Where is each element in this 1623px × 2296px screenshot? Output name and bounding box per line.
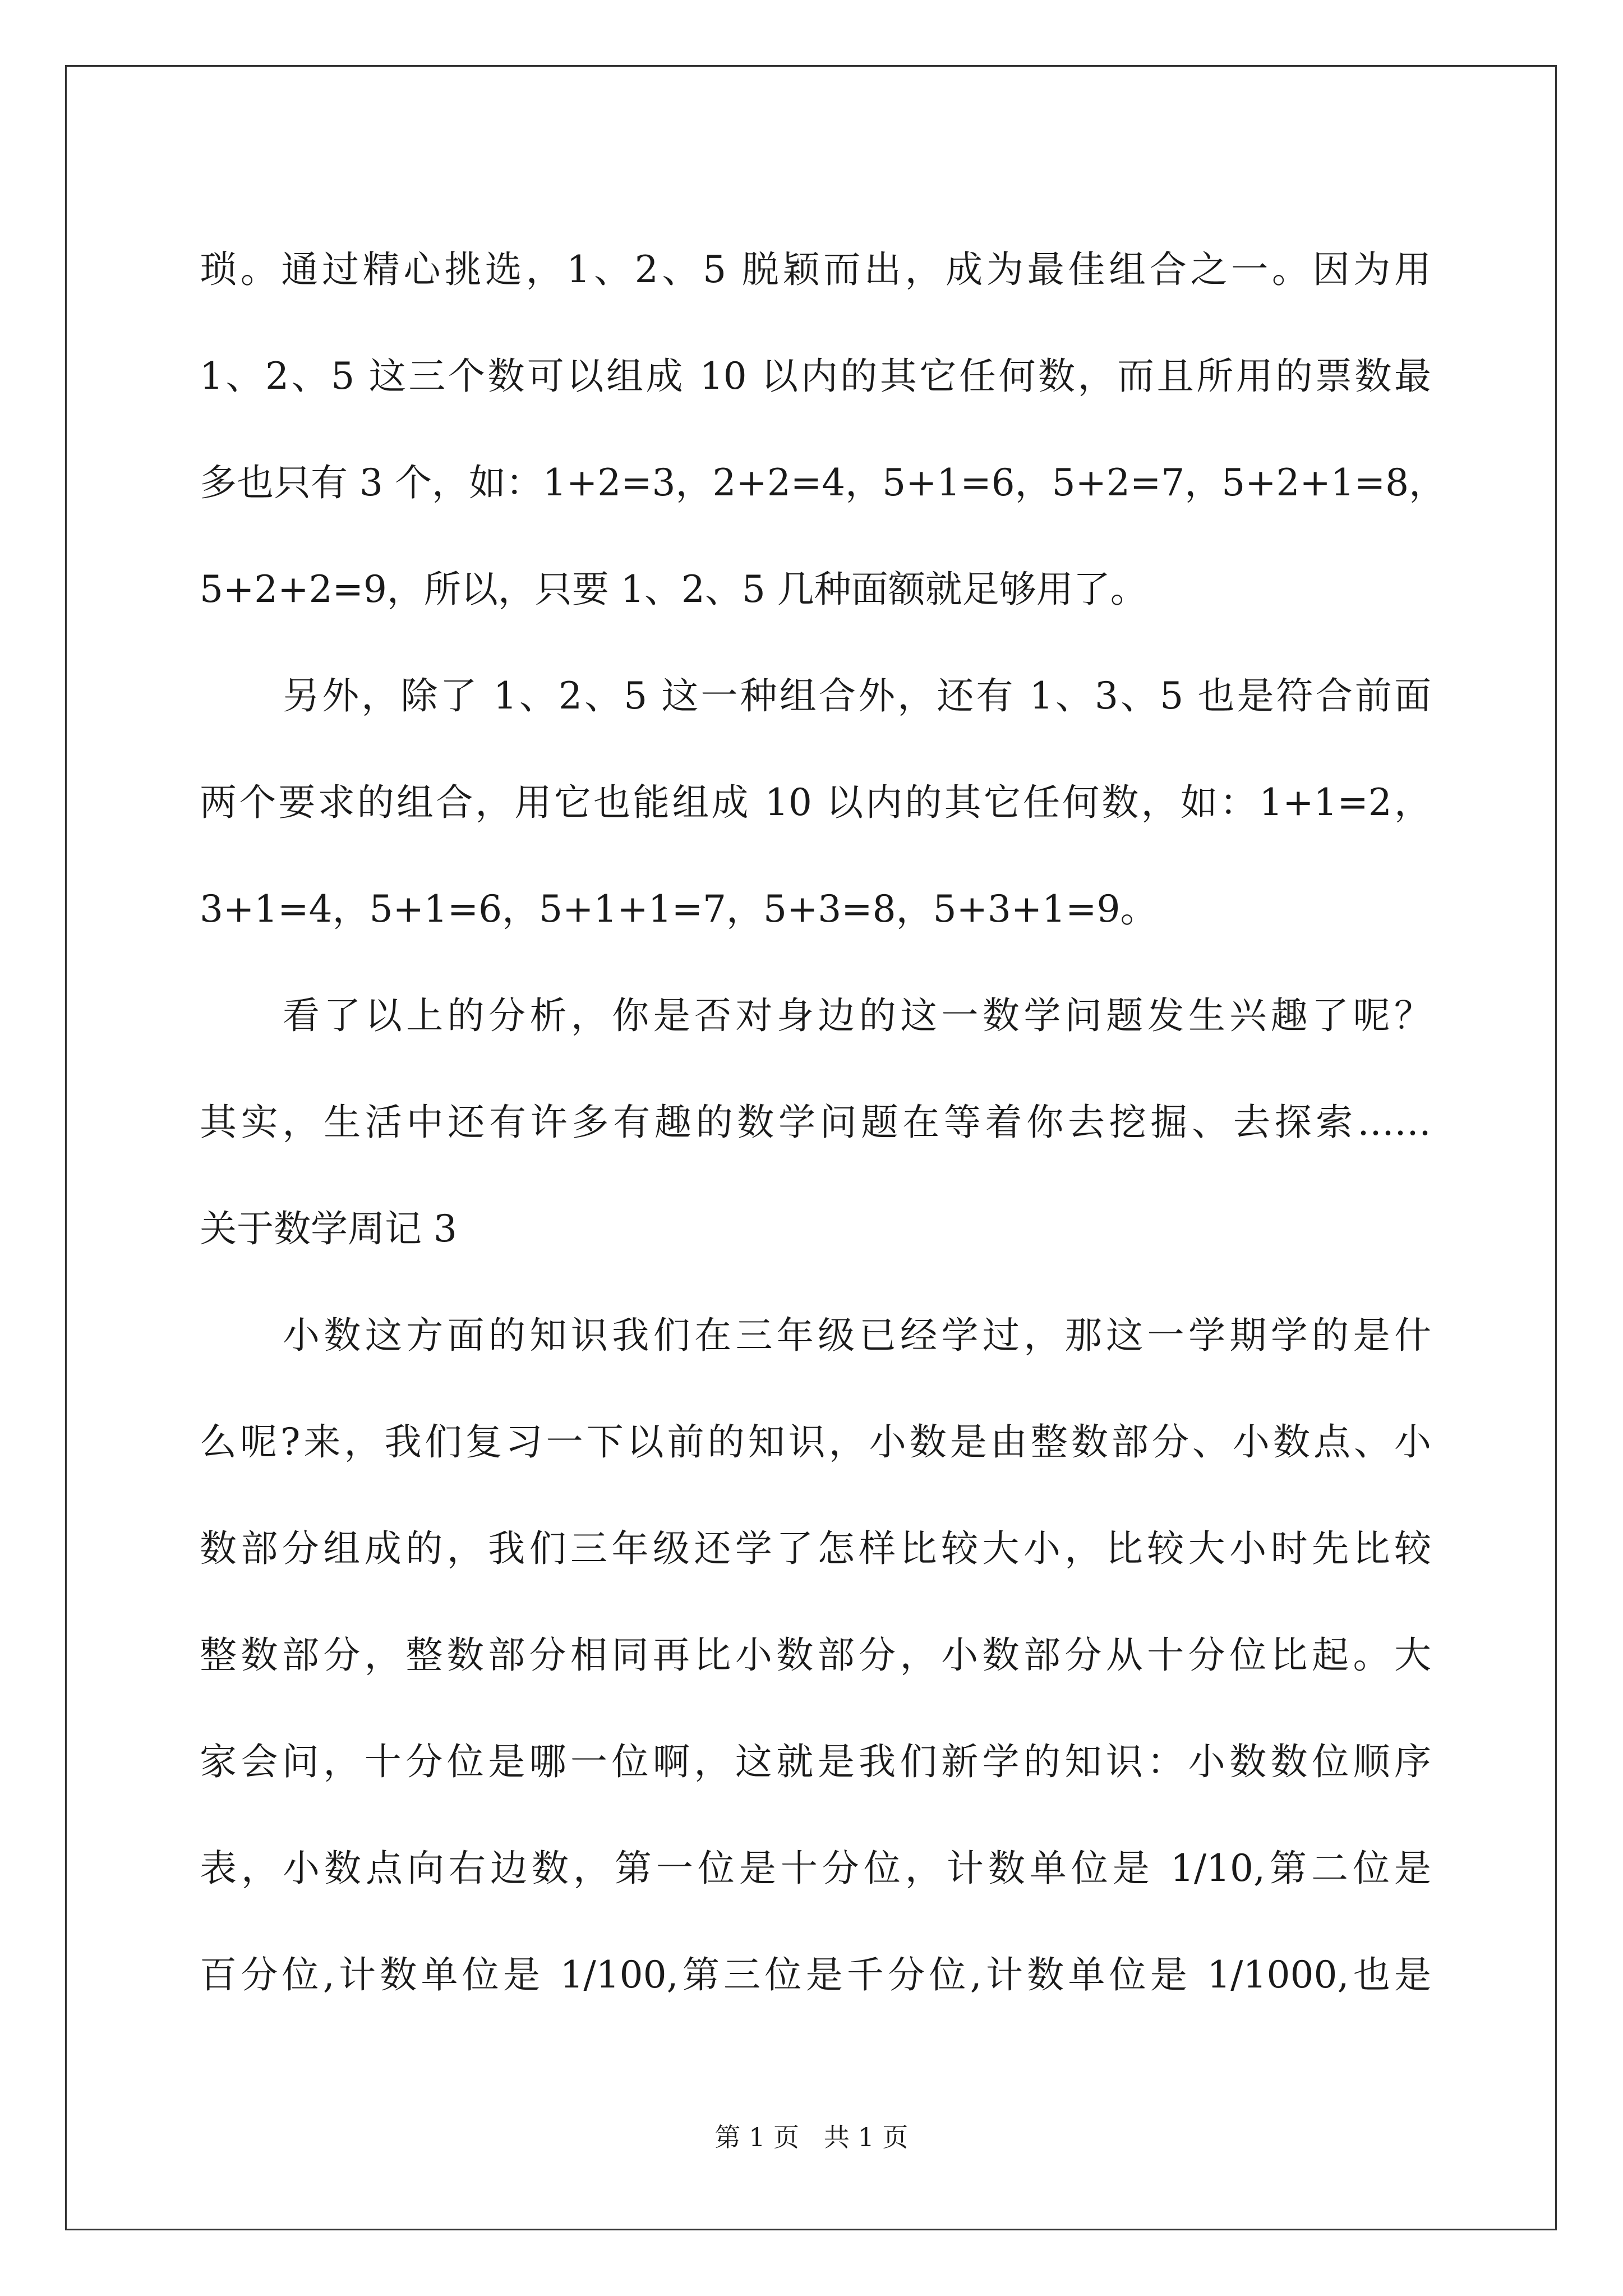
- text-line: 小数这方面的知识我们在三年级已经学过，那这一学期学的是什: [283, 1314, 1431, 1357]
- text-line: 琐。通过精心挑选，1、2、5 脱颖而出，成为最佳组合之一。因为用: [200, 248, 1431, 291]
- text-line: 数部分组成的，我们三年级还学了怎样比较大小，比较大小时先比较: [200, 1527, 1431, 1570]
- text-line: 多也只有 3 个，如：1+2=3，2+2=4，5+1=6，5+2=7，5+2+1=8，: [200, 461, 1446, 504]
- document-body: [200, 217, 1446, 2028]
- text-line: 百分位,计数单位是 1/100,第三位是千分位,计数单位是 1/1000,也是: [200, 1953, 1431, 1996]
- text-line: 另外，除了 1、2、5 这一种组合外，还有 1、3、5 也是符合前面: [283, 674, 1431, 717]
- text-line: 表，小数点向右边数，第一位是十分位，计数单位是 1/10,第二位是: [200, 1847, 1431, 1890]
- text-line: 么呢?来，我们复习一下以前的知识，小数是由整数部分、小数点、小: [200, 1420, 1431, 1464]
- text-line: 整数部分，整数部分相同再比小数部分，小数部分从十分位比起。大: [200, 1634, 1431, 1677]
- text-line: 1、2、5 这三个数可以组成 10 以内的其它任何数，而且所用的票数最: [200, 355, 1431, 398]
- text-line: 家会问，十分位是哪一位啊，这就是我们新学的知识：小数数位顺序: [200, 1740, 1431, 1783]
- text-line: 其实，生活中还有许多有趣的数学问题在等着你去挖掘、去探索……: [200, 1101, 1431, 1144]
- text-line: 看了以上的分析，你是否对身边的这一数学问题发生兴趣了呢？: [283, 994, 1431, 1037]
- page-footer: 第 1 页 共 1 页: [714, 2122, 909, 2152]
- text-line: 5+2+2=9，所以，只要 1、2、5 几种面额就足够用了。: [200, 568, 1147, 611]
- text-line: 两个要求的组合，用它也能组成 10 以内的其它任何数，如：1+1=2，: [200, 781, 1431, 824]
- text-line: 3+1=4，5+1=6，5+1+1=7，5+3=8，5+3+1=9。: [200, 887, 1158, 931]
- section-heading: 关于数学周记 3: [200, 1207, 457, 1250]
